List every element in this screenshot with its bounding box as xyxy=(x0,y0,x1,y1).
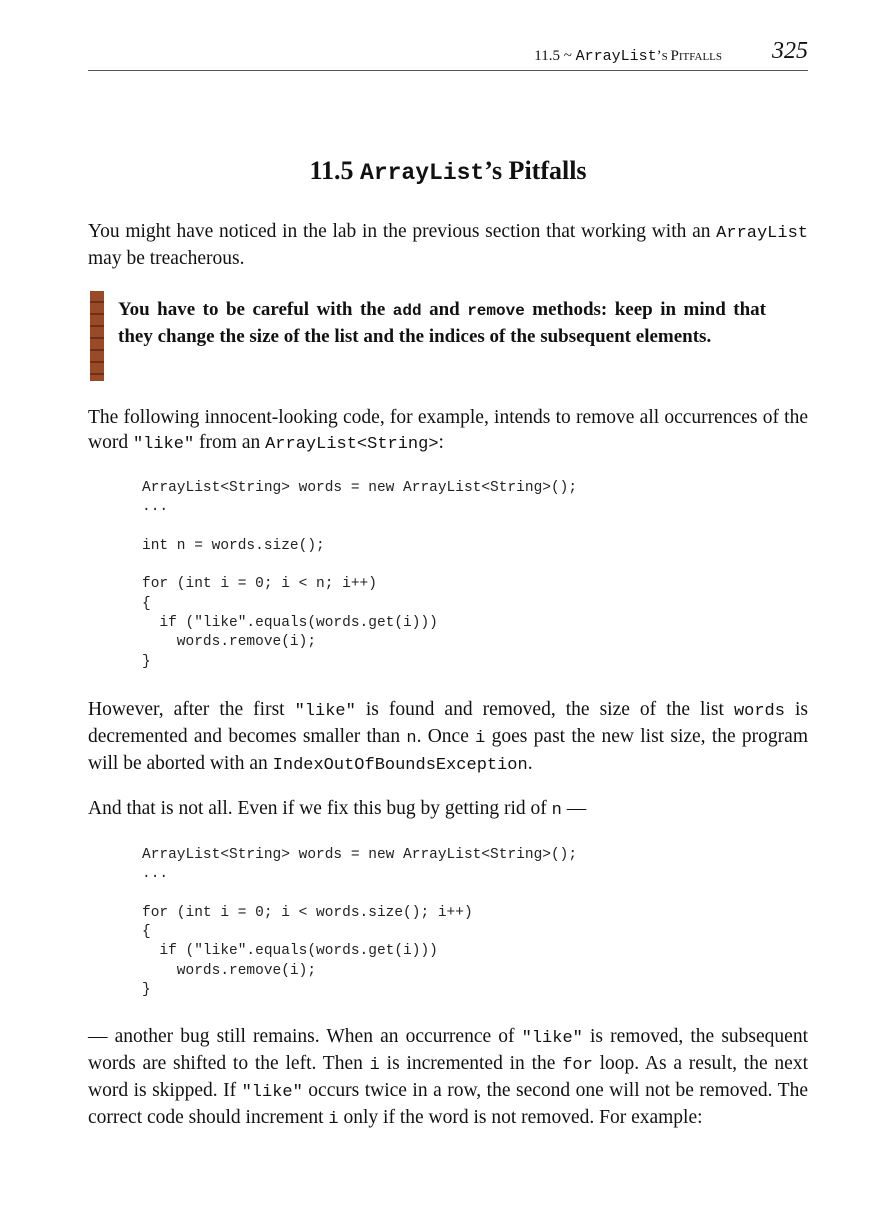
paragraph-example-intro: The following innocent-looking code, for example, intends to remove all occurrences of the word "like" from an ArrayList<String>: xyxy=(88,407,808,454)
page-number: 325 xyxy=(772,38,808,64)
header-s: S xyxy=(661,51,671,63)
heading-code: ArrayList xyxy=(360,160,485,186)
header-itfalls: ITFALLS xyxy=(678,51,722,63)
section-heading xyxy=(88,156,808,186)
callout-box xyxy=(88,291,808,381)
running-header xyxy=(88,38,808,71)
header-p: P xyxy=(670,48,679,64)
paragraph-not-all: And that is not all. Even if we fix this bug by getting rid of n — xyxy=(88,798,587,820)
heading-number: 11.5 xyxy=(309,156,361,185)
paragraph-intro: You might have noticed in the lab in the previous section that working with an ArrayList may be treacherous. xyxy=(88,221,808,269)
callout-text: You have to be careful with the add and remove methods: keep in mind that they change the size of the list and the indices of the subsequent elements. xyxy=(118,299,767,347)
code-block-2: ArrayList<String> words = new ArrayList<String>(); ... for (int i = 0; i < words.size(); i++) { if ("like".equals(words.get(i))) words.remove(i); } xyxy=(142,847,578,999)
paragraph-another-bug: — another bug still remains. When an occurrence of "like" is removed, the subsequent words are shifted to the left. Then i is incremented in the for loop. As a result, the next word is skipped. If "like" occurs twice in a row, the second one will not be removed. The correct code should increment i only if the word is not removed. For example: xyxy=(88,1026,808,1129)
callout-bar xyxy=(90,291,104,381)
paragraph-bug-explanation: However, after the first "like" is found and removed, the size of the list words is decremented and becomes smaller than n. Once i goes past the new list size, the program will be aborted with an IndexOutOfBoundsException. xyxy=(88,699,808,775)
running-header-title xyxy=(534,48,722,65)
header-apostrophe: ’ xyxy=(656,48,662,64)
header-class-name: ArrayList xyxy=(575,48,657,65)
code-block-1: ArrayList<String> words = new ArrayList<String>(); ... int n = words.size(); for (int i = 0; i < n; i++) { if ("like".equals(words.get(i))) words.remove(i); } xyxy=(142,480,578,670)
header-section-number: 11.5 ~ xyxy=(534,48,576,64)
heading-rest: ’s Pitfalls xyxy=(484,156,587,185)
